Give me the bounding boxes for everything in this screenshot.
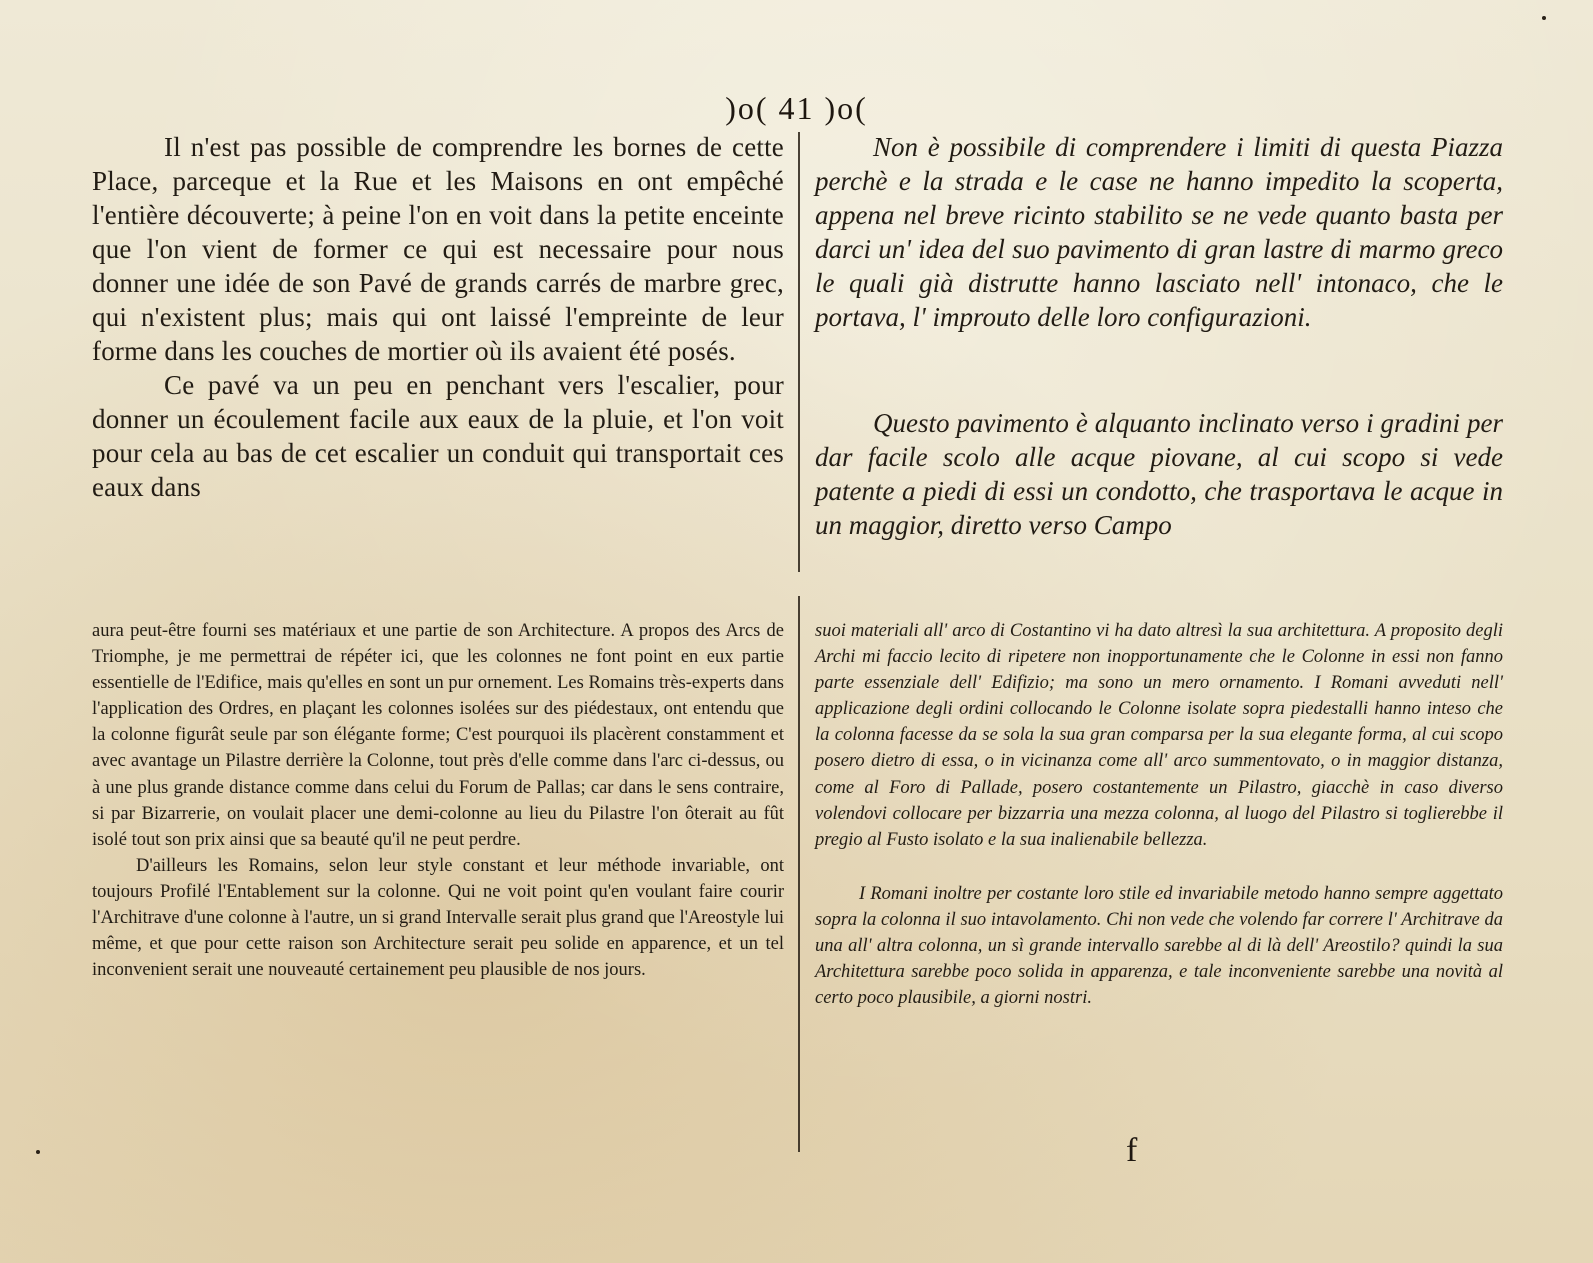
french-main-column bbox=[92, 130, 784, 504]
ink-speck bbox=[1542, 16, 1546, 20]
italian-paragraph: Questo pavimento è alquanto inclinato verso i gradini per dar facile scolo alle acque piovane, al cui scopo si vede patente a piedi di essi un condotto, che trasportava le acque in un maggior, diretto verso Campo bbox=[815, 408, 1503, 540]
french-paragraph: Ce pavé va un peu en penchant vers l'escalier, pour donner un écoulement facile aux eaux de la pluie, et l'on voit pour cela au bas de cet escalier un conduit qui transportait ces eaux dans bbox=[92, 370, 784, 502]
italian-main-column bbox=[815, 130, 1503, 542]
italian-note-column bbox=[815, 618, 1503, 1011]
ink-speck bbox=[36, 1150, 40, 1154]
column-divider-top bbox=[798, 132, 800, 572]
page-number-header bbox=[0, 90, 1593, 127]
italian-paragraph: Non è possibile di comprendere i limiti di questa Piazza perchè e la strada e le case ne hanno impedito la scoperta, appena nel breve ricinto stabilito se ne vede quanto basta per darci un' idea del suo pavimento di gran lastre di marmo greco le quali già distrutte hanno lasciato nell' intonaco, che le portava, l' improuto delle loro configurazioni. bbox=[815, 132, 1503, 332]
column-divider-bottom bbox=[798, 596, 800, 1152]
french-paragraph: Il n'est pas possible de comprendre les bornes de cette Place, parceque et la Rue et les Maisons en ont empêché l'entière découverte; à peine l'on en voit dans la petite enceinte que l'on vient de former ce qui est necessaire pour nous donner une idée de son Pavé de grands carrés de marbre grec, qui n'existent plus; mais qui ont laissé l'empreinte de leur forme dans les couches de mortier où ils avaient été posés. bbox=[92, 132, 784, 366]
page-number: )o( 41 )o( bbox=[725, 90, 868, 126]
french-note-paragraph: aura peut-être fourni ses matériaux et une partie de son Architecture. A propos des Arcs de Triomphe, je me permettrai de répéter ici, que les colonnes ne font point en eux partie essentielle de l'Edifice, mais qu'elles en sont un pur ornement. Les Romains très-experts dans l'application des Ordres, en plaçant les colonnes isolées sur des piédestaux, ont entendu que la colonne figurât seule par son élégante forme; C'est pourquoi ils placèrent constamment et avec avantage un Pilastre derrière la Colonne, tout près d'elle comme dans l'arc ci-dessus, ou à une plus grande distance comme dans celui du Forum de Pallas; car dans le sens contraire, si par Bizarrerie, on voulait placer une demi-colonne au lieu du Pilastre l'on ôterait au fût isolé tout son prix ainsi que sa beauté qu'il ne peut perdre. bbox=[92, 621, 784, 850]
french-note-paragraph: D'ailleurs les Romains, selon leur style constant et leur méthode invariable, ont toujours Profilé l'Entablement sur la colonne. Qui ne voit point qu'en voulant faire courir l'Architrave d'une colonne à l'autre, un si grand Intervalle serait plus grand que l'Areostyle lui même, et que pour cette raison son Architecture serait peu solide en apparence, et un tel inconvenient serait une nouveauté certainement peu plausible de nos jours. bbox=[92, 855, 784, 981]
italian-note-paragraph: suoi materiali all' arco di Costantino vi ha dato altresì la sua architettura. A proposito degli Archi mi faccio lecito di ripetere non inopportunamente che le Colonne in essi non fanno parte essenziale dell' Edifizio; ma sono un mero ornamento. I Romani avveduti nell' applicazione degli ordini collocando le Colonne isolate sopra piedestalli hanno inteso che la colonna facesse da se sola la sua gran comparsa per la sua elegante forma, al cui scopo posero dietro di essa, o in vicinanza come all' arco summentovato, o in maggior distanza, come al Foro di Pallade, posero costantemente un Pilastro, giacchè in caso diverso volendovi collocare per bizzarria una mezza colonna, al luogo del Pilastro si toglierebbe il pregio al Fusto isolato e la sua inalienabile bellezza. bbox=[815, 621, 1503, 850]
signature-mark: f bbox=[1126, 1132, 1138, 1169]
italian-note-paragraph: I Romani inoltre per costante loro stile ed invariabile metodo hanno sempre aggettato sopra la colonna il suo intavolamento. Chi non vede che volendo far correre l' Architrave da una all' altra colonna, un sì grande intervallo sarebbe al di là dell' Areostilo? quindi la sua Architettura sarebbe poco solida in apparenza, e tale inconveniente sarebbe una novità al certo poco plausibile, a giorni nostri. bbox=[815, 883, 1503, 1009]
french-note-column bbox=[92, 618, 784, 983]
